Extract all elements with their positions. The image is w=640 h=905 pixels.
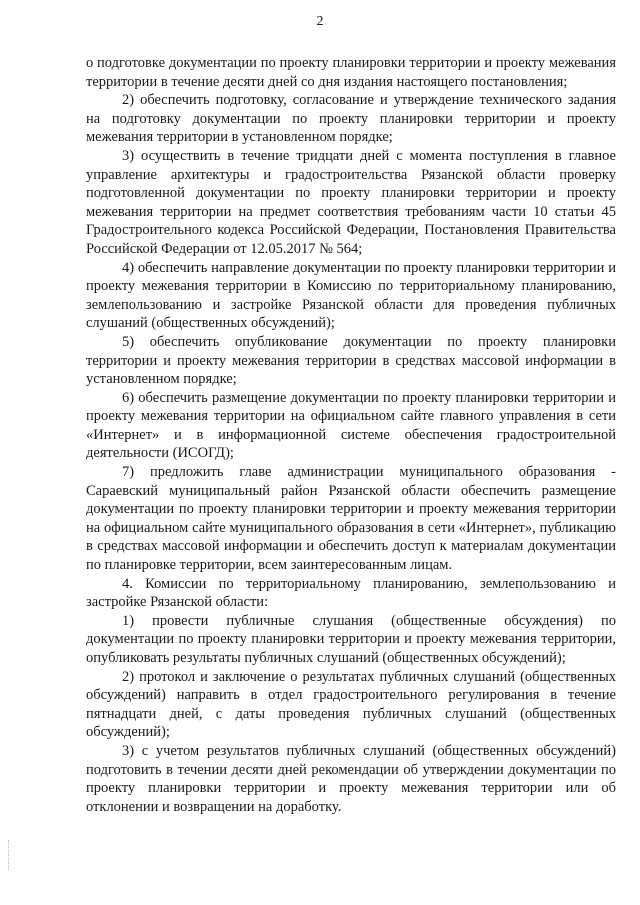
paragraph-section-4-item-1: 1) провести публичные слушания (общественные обсуждения) по документации по проекту планировки территории и проекту межевания территории, опубликовать результаты публичных слушаний (общественных обсуждений); [86, 612, 616, 666]
paragraph-item-6: 6) обеспечить размещение документации по проекту планировки территории и проекту межевания территории на официальном сайте главного управления в сети «Интернет» и в информационной системе обеспечения градостроительной деятельности (ИСОГД); [86, 389, 616, 462]
paragraph-section-4-item-3: 3) с учетом результатов публичных слушаний (общественных обсуждений) подготовить в течении десяти дней рекомендации об утверждении документации по проекту планировки территории и проекту межевания территории или об отклонении и возвращении на доработку. [86, 742, 616, 815]
page-number: 2 [316, 14, 324, 29]
paragraph-section-4: 4. Комиссии по территориальному планированию, землепользованию и застройке Рязанской области: [86, 575, 616, 611]
paragraph-item-3: 3) осуществить в течение тридцати дней с момента поступления в главное управление архитектуры и градостроительства Рязанской области проверку подготовленной документации по проекту планировки территории и проекту межевания территории на предмет соответствия требованиям части 10 статьи 45 Градостроительного кодекса Российской Федерации, Постановления Правительства Российской Федерации от 12.05.2017 № 564; [86, 147, 616, 257]
paragraph-continuation: о подготовке документации по проекту планировки территории и проекту межевания территории в течение десяти дней со дня издания настоящего постановления; [86, 55, 616, 90]
document-body [86, 54, 616, 816]
paragraph-section-4-item-2: 2) протокол и заключение о результатах публичных слушаний (общественных обсуждений) направить в отдел градостроительного регулирования в течение пятнадцати дней, с даты проведения публичных слушаний (общественных обсуждений); [86, 668, 616, 741]
paragraph-item-4: 4) обеспечить направление документации по проекту планировки территории и проекту межевания территории в Комиссию по территориальному планированию, землепользованию и застройке Рязанской области для проведения публичных слушаний (общественных обсуждений); [86, 259, 616, 332]
paragraph-item-5: 5) обеспечить опубликование документации по проекту планировки территории и проекту межевания территории в средствах массовой информации в установленном порядке; [86, 333, 616, 388]
paragraph-item-2: 2) обеспечить подготовку, согласование и утверждение технического задания на подготовку документации по проекту планировки территории и проекту межевания территории в установленном порядке; [86, 92, 616, 146]
paragraph-item-7: 7) предложить главе администрации муниципального образования - Сараевский муниципальный район Рязанской области обеспечить размещение документации по проекту планировки территории и проекту межевания территории на официальном сайте муниципального образования в сети «Интернет», публикацию в средствах массовой информации и обеспечить доступ к материалам документации по планировке территории, всем заинтересованным лицам. [86, 464, 616, 574]
scan-margin-mark [8, 840, 10, 870]
